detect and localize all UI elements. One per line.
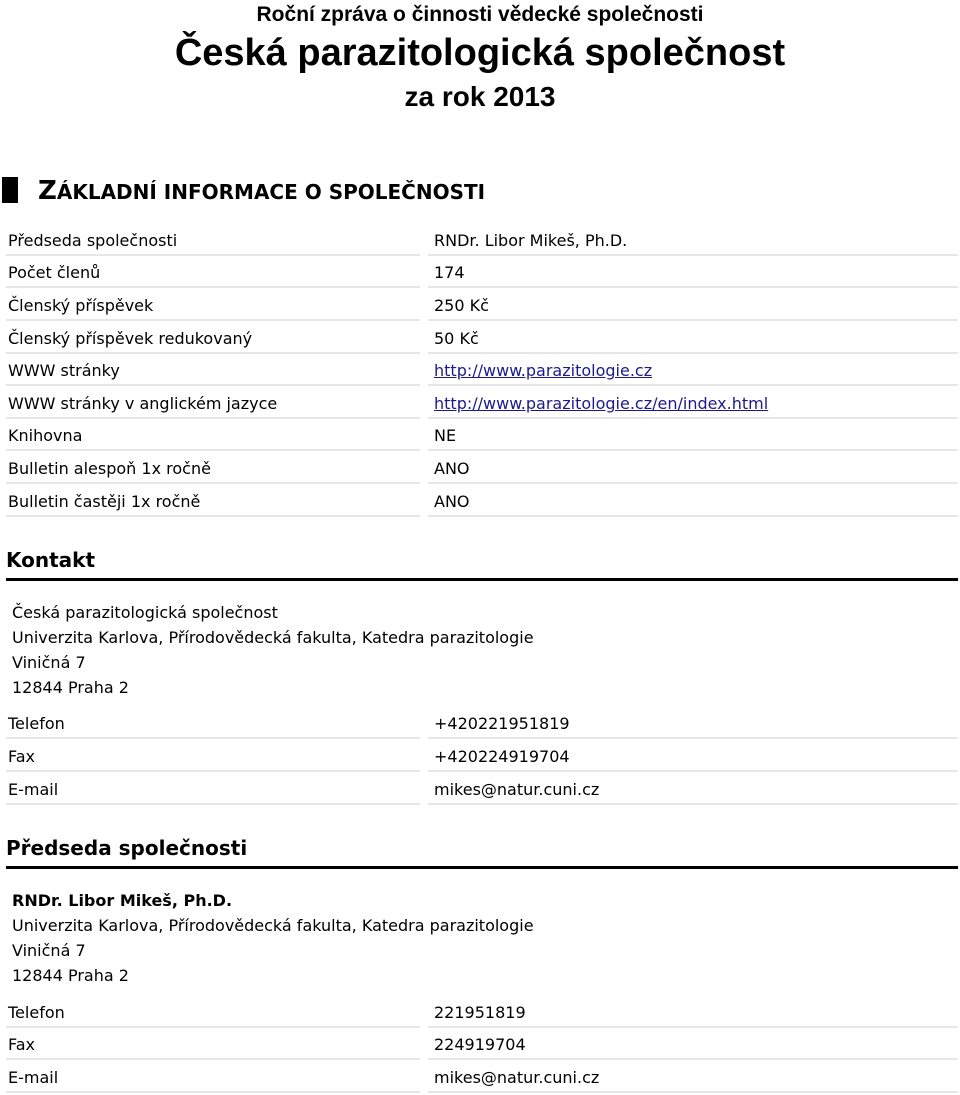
society-title: Česká parazitologická společnost xyxy=(174,32,786,74)
info-row-reduced-fee xyxy=(0,324,960,354)
section-marker-icon xyxy=(2,177,18,203)
heading-initial: Z xyxy=(38,176,57,206)
info-value: 174 xyxy=(428,258,958,288)
info-row-website xyxy=(0,356,960,386)
chairman-heading: Předseda společnosti xyxy=(6,833,958,869)
info-row-website-en xyxy=(0,389,960,419)
address-line: Viničná 7 xyxy=(12,941,86,960)
chairman-address xyxy=(12,888,534,988)
website-en-link[interactable]: http://www.parazitologie.cz/en/index.html xyxy=(434,394,769,413)
contact-address xyxy=(12,600,534,700)
info-label: Bulletin alespoň 1x ročně xyxy=(6,454,420,484)
address-line: Česká parazitologická společnost xyxy=(12,603,278,622)
info-label: Bulletin častěji 1x ročně xyxy=(6,487,420,517)
info-row-bulletin-more xyxy=(0,487,960,517)
chairman-name: RNDr. Libor Mikeš, Ph.D. xyxy=(12,891,233,910)
info-value: 250 Kč xyxy=(428,291,958,321)
report-subtitle: Roční zpráva o činnosti vědecké společnosti xyxy=(256,3,704,26)
chairman-value: mikes@natur.cuni.cz xyxy=(428,1063,958,1093)
info-value: NE xyxy=(428,421,958,451)
chairman-row-fax xyxy=(0,1030,960,1060)
chairman-label: Fax xyxy=(6,1030,420,1060)
info-row-members xyxy=(0,258,960,288)
info-value xyxy=(428,356,958,386)
address-line: Univerzita Karlova, Přírodovědecká fakulta, Katedra parazitologie xyxy=(12,916,534,935)
contact-row-phone xyxy=(0,709,960,739)
info-value: ANO xyxy=(428,487,958,517)
info-row-fee xyxy=(0,291,960,321)
contact-row-fax xyxy=(0,742,960,772)
info-row-chairman xyxy=(0,226,960,256)
chairman-row-email xyxy=(0,1063,960,1093)
address-line: Viničná 7 xyxy=(12,653,86,672)
info-label: Předseda společnosti xyxy=(6,226,420,256)
basic-info-heading-text xyxy=(38,176,485,207)
chairman-value: 224919704 xyxy=(428,1030,958,1060)
chairman-label: Telefon xyxy=(6,998,420,1028)
website-link[interactable]: http://www.parazitologie.cz xyxy=(434,361,653,380)
chairman-label: E-mail xyxy=(6,1063,420,1093)
contact-label: Fax xyxy=(6,742,420,772)
contact-value: mikes@natur.cuni.cz xyxy=(428,775,958,805)
info-label: WWW stránky v anglickém jazyce xyxy=(6,389,420,419)
heading-rest: ÁKLADNÍ INFORMACE O SPOLEČNOSTI xyxy=(56,180,486,204)
contact-value: +420221951819 xyxy=(428,709,958,739)
info-label: Počet členů xyxy=(6,258,420,288)
address-line: Univerzita Karlova, Přírodovědecká fakulta, Katedra parazitologie xyxy=(12,628,534,647)
info-value: 50 Kč xyxy=(428,324,958,354)
info-row-bulletin-yearly xyxy=(0,454,960,484)
info-label: Knihovna xyxy=(6,421,420,451)
address-line: 12844 Praha 2 xyxy=(12,678,129,697)
info-row-library xyxy=(0,421,960,451)
info-value: RNDr. Libor Mikeš, Ph.D. xyxy=(428,226,958,256)
contact-value: +420224919704 xyxy=(428,742,958,772)
contact-label: Telefon xyxy=(6,709,420,739)
contact-label: E-mail xyxy=(6,775,420,805)
contact-heading: Kontakt xyxy=(6,545,958,581)
report-year: za rok 2013 xyxy=(404,81,556,112)
chairman-row-phone xyxy=(0,998,960,1028)
info-label: Členský příspěvek xyxy=(6,291,420,321)
info-value xyxy=(428,389,958,419)
chairman-value: 221951819 xyxy=(428,998,958,1028)
info-label: WWW stránky xyxy=(6,356,420,386)
info-label: Členský příspěvek redukovaný xyxy=(6,324,420,354)
info-value: ANO xyxy=(428,454,958,484)
address-line: 12844 Praha 2 xyxy=(12,966,129,985)
contact-row-email xyxy=(0,775,960,805)
